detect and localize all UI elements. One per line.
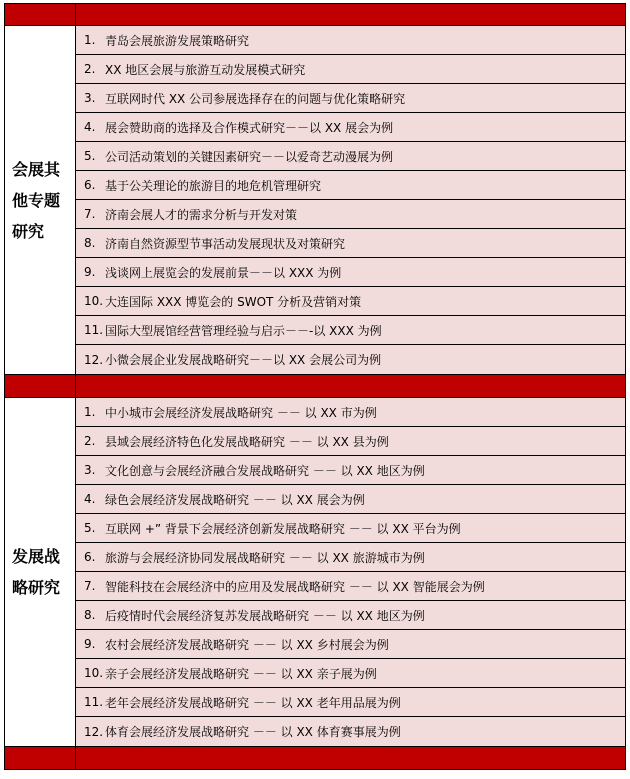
topic-title: 浅谈网上展览会的发展前景－－以 XXX 为例 bbox=[105, 265, 342, 280]
topic-title: 县域会展经济特色化发展战略研究 －－ 以 XX 县为例 bbox=[105, 434, 389, 449]
topic-row bbox=[76, 287, 625, 316]
category-cell bbox=[5, 398, 76, 746]
topic-row bbox=[76, 200, 625, 229]
topic-title: 绿色会展经济发展战略研究 －－ 以 XX 展会为例 bbox=[105, 492, 365, 507]
topic-number: 4. bbox=[84, 492, 96, 506]
category-line: 研究 bbox=[12, 221, 45, 241]
topic-number: 1. bbox=[84, 33, 96, 47]
topic-row bbox=[76, 26, 625, 55]
topic-row bbox=[76, 485, 625, 514]
category-cell bbox=[5, 26, 76, 374]
topics-table bbox=[4, 4, 626, 770]
topic-number: 1. bbox=[84, 405, 96, 419]
topic-title: 智能科技在会展经济中的应用及发展战略研究 －－ 以 XX 智能展会为例 bbox=[105, 579, 485, 594]
topic-number: 7. bbox=[84, 579, 96, 593]
topic-row bbox=[76, 258, 625, 287]
topic-number: 2. bbox=[84, 434, 96, 448]
topic-title: 老年会展经济发展战略研究 －－ 以 XX 老年用品展为例 bbox=[105, 695, 401, 710]
topic-row bbox=[76, 514, 625, 543]
topic-row bbox=[76, 171, 625, 200]
topic-title: 中小城市会展经济发展战略研究 －－ 以 XX 市为例 bbox=[105, 405, 377, 420]
topic-number: 11. bbox=[84, 323, 104, 337]
topic-row bbox=[76, 543, 625, 572]
topic-number: 6. bbox=[84, 550, 96, 564]
topic-number: 3. bbox=[84, 91, 96, 105]
topic-title: 济南会展人才的需求分析与开发对策 bbox=[105, 207, 298, 222]
topic-number: 9. bbox=[84, 637, 96, 651]
topic-title: 亲子会展经济发展战略研究 －－ 以 XX 亲子展为例 bbox=[105, 666, 377, 681]
topic-number: 8. bbox=[84, 608, 96, 622]
topic-number: 2. bbox=[84, 62, 96, 76]
topic-title: 体育会展经济发展战略研究 －－ 以 XX 体育赛事展为例 bbox=[105, 725, 401, 739]
topic-title: 后疫情时代会展经济复苏发展战略研究 －－ 以 XX 地区为例 bbox=[105, 608, 425, 623]
topic-title: 互联网 +” 背景下会展经济创新发展战略研究 －－ 以 XX 平台为例 bbox=[105, 521, 461, 536]
topic-title: 互联网时代 XX 公司参展选择存在的问题与优化策略研究 bbox=[105, 91, 406, 106]
category-line: 他专题 bbox=[12, 190, 61, 210]
topic-list bbox=[76, 398, 625, 746]
topic-title: XX 地区会展与旅游互动发展模式研究 bbox=[105, 62, 306, 77]
topic-row bbox=[76, 345, 625, 374]
header-band bbox=[4, 3, 626, 26]
topic-row bbox=[76, 316, 625, 345]
topic-title: 公司活动策划的关键因素研究－－以爱奇艺动漫展为例 bbox=[105, 149, 394, 164]
topic-number: 8. bbox=[84, 236, 96, 250]
footer-band bbox=[4, 747, 626, 770]
topic-title: 小微会展企业发展战略研究－－以 XX 会展公司为例 bbox=[105, 353, 382, 367]
topic-row bbox=[76, 630, 625, 659]
topic-number: 4. bbox=[84, 120, 96, 134]
category-line: 略研究 bbox=[12, 578, 61, 597]
topic-title: 大连国际 XXX 博览会的 SWOT 分析及营销对策 bbox=[105, 294, 362, 309]
topic-title: 济南自然资源型节事活动发展现状及对策研究 bbox=[105, 236, 346, 251]
topic-number: 6. bbox=[84, 178, 96, 192]
topic-number: 7. bbox=[84, 207, 96, 221]
category-line: 会展其 bbox=[12, 159, 61, 179]
topic-row bbox=[76, 717, 625, 746]
topic-number: 10. bbox=[84, 666, 104, 680]
topic-title: 基于公关理论的旅游目的地危机管理研究 bbox=[105, 178, 322, 193]
divider-band bbox=[4, 375, 626, 398]
topic-row bbox=[76, 427, 625, 456]
section-other-topics bbox=[4, 26, 626, 375]
topic-title: 青岛会展旅游发展策略研究 bbox=[105, 33, 250, 48]
topic-row bbox=[76, 398, 625, 427]
topic-row bbox=[76, 113, 625, 142]
topic-title: 农村会展经济发展战略研究 －－ 以 XX 乡村展会为例 bbox=[105, 637, 389, 652]
topic-number: 11. bbox=[84, 695, 104, 709]
topic-number: 5. bbox=[84, 521, 96, 535]
topic-row bbox=[76, 55, 625, 84]
section-development-strategy bbox=[4, 398, 626, 747]
topic-number: 5. bbox=[84, 149, 96, 163]
topic-number: 12. bbox=[84, 724, 104, 739]
topic-row bbox=[76, 142, 625, 171]
topic-title: 旅游与会展经济协同发展战略研究 －－ 以 XX 旅游城市为例 bbox=[105, 550, 425, 565]
topic-title: 国际大型展馆经营管理经验与启示－－-以 XXX 为例 bbox=[105, 323, 382, 338]
topic-row bbox=[76, 659, 625, 688]
topic-number: 12. bbox=[84, 352, 104, 367]
topic-row bbox=[76, 84, 625, 113]
topic-row bbox=[76, 456, 625, 485]
topic-number: 10. bbox=[84, 294, 104, 308]
topic-row bbox=[76, 688, 625, 717]
topic-row bbox=[76, 601, 625, 630]
category-line: 发展战 bbox=[12, 547, 61, 566]
topic-number: 9. bbox=[84, 265, 96, 279]
topic-number: 3. bbox=[84, 463, 96, 477]
topic-list bbox=[76, 26, 625, 374]
topic-title: 文化创意与会展经济融合发展战略研究 －－ 以 XX 地区为例 bbox=[105, 463, 425, 478]
topic-row bbox=[76, 572, 625, 601]
topic-title: 展会赞助商的选择及合作模式研究－－以 XX 展会为例 bbox=[105, 120, 394, 135]
topic-row bbox=[76, 229, 625, 258]
